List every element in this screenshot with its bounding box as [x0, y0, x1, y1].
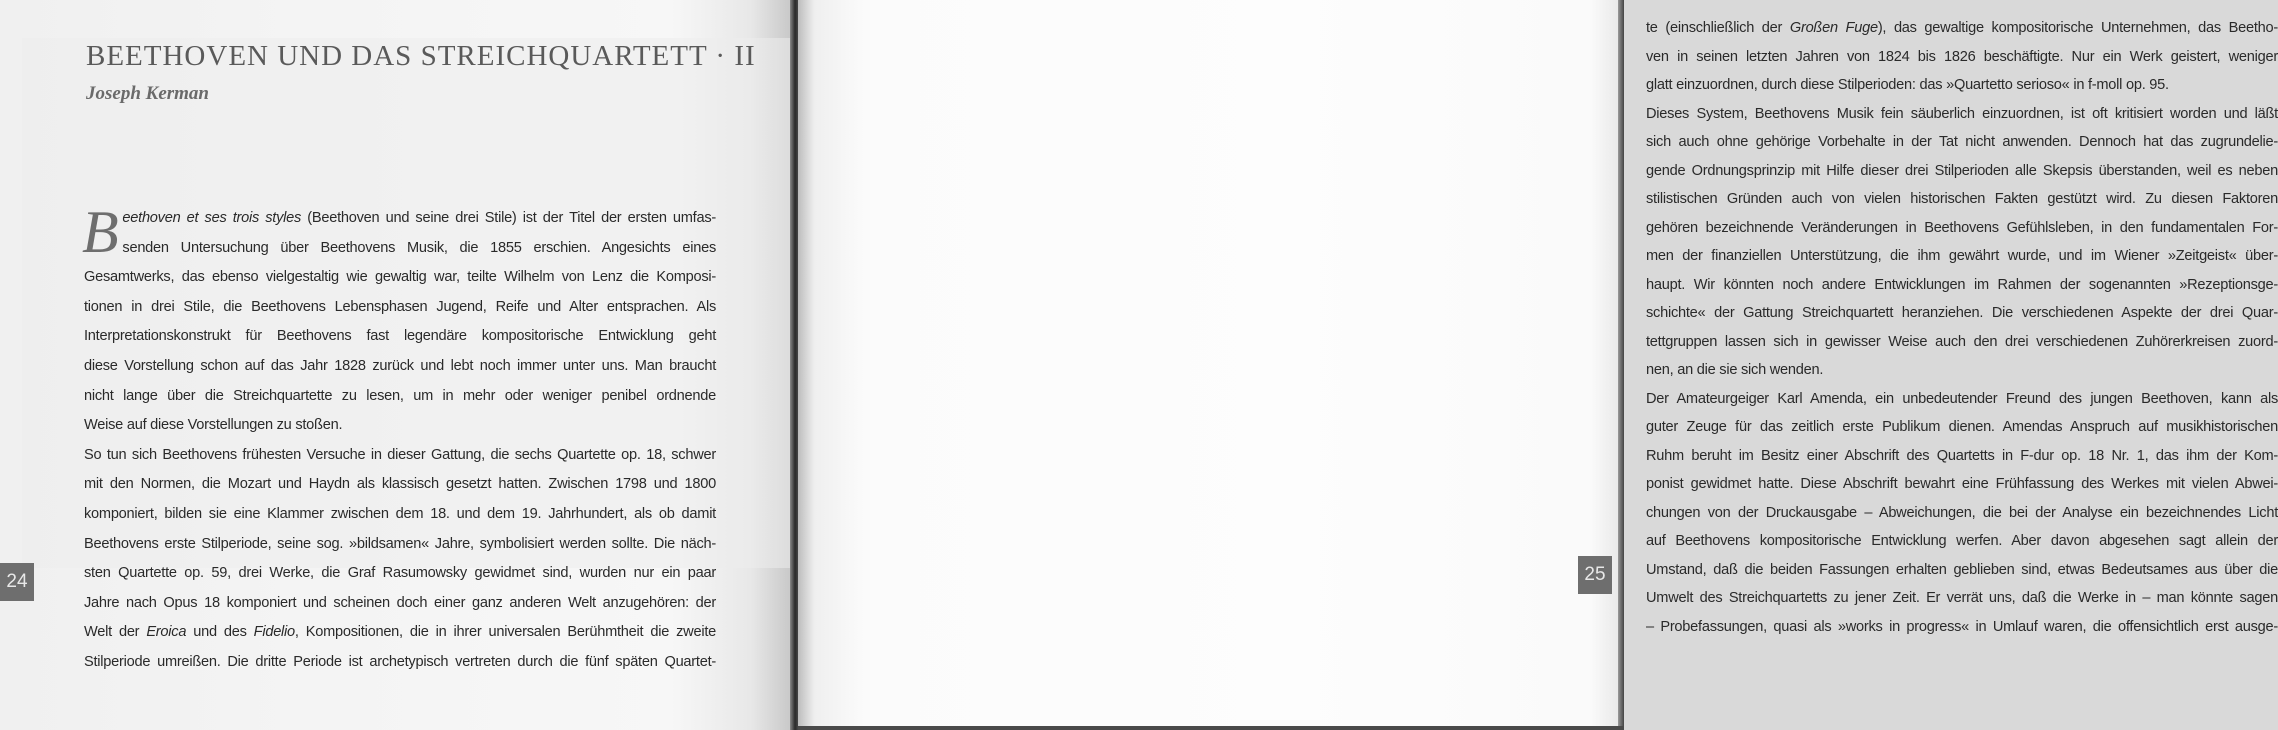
text-run: diese Vorstellung schon auf das Jahr 1828 zurück und lebt noch immer unter uns. Man braucht [84, 357, 716, 374]
text-line [1646, 214, 2278, 243]
right-page [798, 0, 2278, 730]
text-line [84, 204, 716, 234]
text-run: Weise auf diese Vorstellungen zu stoßen. [84, 417, 343, 434]
page-number-left: 24 [0, 563, 34, 601]
text-run: , Kompositionen, die in ihrer universalen Berühmtheit die zweite [294, 624, 716, 641]
italic-text: Eroica [146, 624, 187, 641]
text-line [1646, 100, 2278, 129]
text-run: gehören bezeichnende Veränderungen in Beethovens Gefühlsleben, in den fundamentalen For- [1646, 219, 2278, 236]
text-line [1646, 356, 2278, 385]
text-line [84, 263, 716, 293]
text-run: Jahre nach Opus 18 komponiert und scheinen doch einer ganz anderen Welt anzugehören: der [84, 594, 716, 611]
text-line [84, 500, 716, 530]
text-run: Beethovens erste Stilperiode, seine sog. »bildsamen« Jahre, symbolisiert werden sollte. Die näch- [84, 535, 716, 552]
author-name: Joseph Kerman [86, 83, 209, 104]
text-run: Ruhm beruht im Besitz einer Abschrift des Quartetts in F-dur op. 18 Nr. 1, das ihm der Kom- [1646, 447, 2278, 464]
text-run: gende Ordnungsprinzip mit Hilfe dieser drei Stilperioden alle Skepsis überstanden, weil es neben [1646, 162, 2278, 179]
page-number-right: 25 [1578, 556, 1612, 594]
text-run: sich auch ohne gehörige Vorbehalte in der Tat nicht anwenden. Dennoch hat das zugrundelie- [1646, 134, 2278, 150]
text-line [84, 382, 716, 412]
text-run: haupt. Wir könnten noch andere Entwicklungen im Rahmen der sogenannten »Rezeptionsge- [1646, 276, 2278, 293]
text-run: senden Untersuchung über Beethovens Musik, die 1855 erschien. Angesichts eines [122, 239, 716, 256]
text-run: tionen in drei Stile, die Beethovens Lebensphasen Jugend, Reife und Alter entsprachen. Als [84, 298, 716, 315]
text-line [1646, 128, 2278, 157]
text-line [1646, 242, 2278, 271]
text-run: sten Quartette op. 59, drei Werke, die Graf Rasumowsky gewidmet sind, wurden nur ein paar [84, 565, 716, 582]
text-line [1646, 556, 2278, 585]
text-run: Gesamtwerks, das ebenso vielgestaltig wie gewaltig war, teilte Wilhelm von Lenz die Komposi- [84, 269, 716, 286]
text-run: Umstand, daß die beiden Fassungen erhalten geblieben sind, etwas Bedeutsames aus über die [1646, 561, 2278, 578]
text-run: nen, an die sie sich wenden. [1646, 362, 1824, 378]
text-line [84, 530, 716, 560]
text-run: und des [186, 624, 254, 641]
text-line [84, 648, 716, 678]
text-run: So tun sich Beethovens frühesten Versuche in dieser Gattung, die sechs Quartette op. 18, schwer [84, 446, 716, 463]
text-line [84, 441, 716, 471]
text-run: men der finanziellen Unterstützung, die ihm gewährt wurde, und im Wiener »Zeitgeist« über- [1646, 248, 2278, 264]
text-run: – Probefassungen, quasi als »works in progress« in Umlauf waren, die offensichtlich erst ausge- [1646, 618, 2278, 635]
text-line [1646, 271, 2278, 300]
text-run: chungen von der Druckausgabe – Abweichungen, die bei der Analyse ein bezeichnendes Licht [1646, 504, 2278, 521]
right-body-text [1646, 14, 2278, 641]
text-line [84, 589, 716, 619]
text-line [1646, 385, 2278, 414]
text-line [84, 470, 716, 500]
text-run: schichte« der Gattung Streichquartett heranziehen. Die verschiedenen Aspekte der drei Quar- [1646, 305, 2278, 321]
text-line [1646, 584, 2278, 613]
text-run: ven in seinen letzten Jahren von 1824 bis 1826 beschäftigte. Nur ein Werk geistert, weniger [1646, 48, 2278, 65]
text-run: mit den Normen, die Mozart und Haydn als klassisch gesetzt hatten. Zwischen 1798 und 1800 [84, 476, 716, 493]
text-run: Umwelt des Streichquartetts zu jener Zeit. Er verrät uns, daß die Werke in – man könnte sagen [1646, 590, 2278, 606]
text-line [84, 234, 716, 264]
chapter-title: BEETHOVEN UND DAS STREICHQUARTETT · II [86, 40, 756, 72]
text-run: nicht lange über die Streichquartette zu lesen, um in mehr oder weniger penibel ordnende [84, 387, 716, 404]
text-run: ), das gewaltige kompositorische Unternehmen, das Beetho- [1877, 20, 2278, 36]
text-run: komponiert, bilden sie eine Klammer zwischen dem 18. und dem 19. Jahrhundert, als ob damit [84, 505, 716, 522]
text-run: guter Zeuge für das zeitlich erste Publikum dienen. Amendas Anspruch auf musikhistorischen [1646, 419, 2278, 435]
text-run: Dieses System, Beethovens Musik fein säuberlich einzuordnen, ist oft kritisiert worden und läßt [1646, 105, 2278, 122]
italic-text: Fidelio [253, 624, 295, 641]
text-run: tettgruppen lassen sich in gewisser Weise auch den drei verschiedenen Zuhörerkreisen zuord- [1646, 333, 2278, 350]
text-run: Interpretationskonstrukt für Beethovens fast legendäre kompositorische Entwicklung geht [84, 328, 716, 345]
text-run: te (einschließlich der [1646, 20, 1790, 36]
text-line [1646, 14, 2278, 43]
text-line [1646, 157, 2278, 186]
text-run: Welt der [84, 624, 147, 641]
text-line [84, 293, 716, 323]
text-line [84, 352, 716, 382]
text-line [1646, 442, 2278, 471]
text-run: (Beethoven und seine drei Stile) ist der Titel der ersten umfas- [301, 210, 716, 226]
text-line [1646, 413, 2278, 442]
text-line [84, 618, 716, 648]
text-run: Stilperiode umreißen. Die dritte Periode ist archetypisch vertreten durch die fünf späten Quartet- [84, 653, 716, 670]
text-run: auf Beethovens kompositorische Entwicklung werfen. Aber davon abgesehen sagt allein der [1646, 533, 2278, 549]
drop-cap: B [82, 199, 119, 265]
italic-text: eethoven et ses trois styles [122, 210, 302, 226]
italic-text: Großen Fuge [1789, 20, 1878, 36]
text-line [1646, 470, 2278, 499]
text-line [1646, 328, 2278, 357]
text-run: stilistischen Gründen auch von vielen historischen Fakten gestützt wird. Zu diesen Faktoren [1646, 191, 2278, 207]
left-page [0, 0, 790, 730]
text-line [84, 411, 716, 441]
text-line [1646, 71, 2278, 100]
text-line [1646, 499, 2278, 528]
text-line [84, 559, 716, 589]
text-line [84, 322, 716, 352]
text-line [1646, 185, 2278, 214]
text-line [1646, 527, 2278, 556]
text-run: ponist gewidmet hatte. Diese Abschrift bewahrt eine Frühfassung des Werkes mit vielen Abwei- [1646, 476, 2278, 492]
text-line [1646, 613, 2278, 642]
text-line [1646, 299, 2278, 328]
page-edge [1618, 0, 1624, 730]
text-line [1646, 43, 2278, 72]
left-body-text [82, 199, 716, 678]
page-bottom-edge [798, 726, 1624, 730]
text-run: Der Amateurgeiger Karl Amenda, ein unbedeutender Freund des jungen Beethoven, kann als [1646, 390, 2278, 407]
text-run: glatt einzuordnen, durch diese Stilperioden: das »Quartetto serioso« in f-moll op. 95. [1646, 77, 2169, 93]
